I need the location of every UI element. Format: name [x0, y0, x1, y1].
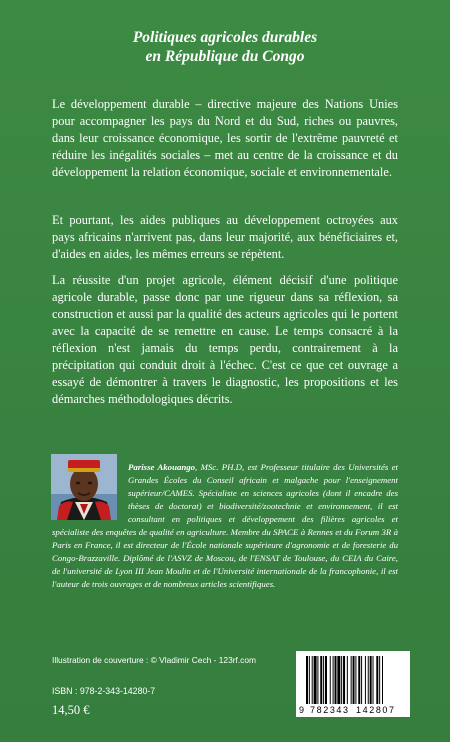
barcode-bar [376, 656, 378, 704]
barcode-digits-left: 782343 [310, 705, 350, 715]
book-title-line-1: Politiques agricoles durables [132, 29, 318, 46]
barcode-bar [317, 656, 318, 704]
barcode-digits-right: 142807 [356, 705, 396, 715]
barcode-digit-first: 9 [299, 705, 305, 715]
barcode-bar [330, 656, 331, 704]
barcode-bar [355, 656, 356, 704]
author-bio-text: , MSc. PH.D, est Professeur titulaire des Universités et Grandes Écoles du Conseil africain et malgache pour l'enseignement supérieur/CAMES. Spécialiste en sciences agricoles (dont il encadre des thèses de doctorat) et biodiversité/zootechnie et environnement, il est consultant en politiques et développement des filières agricoles et spécialiste des enquêtes de qualité en agriculture. Membre du SPACE à Rennes et du Forum 3R à Paris en France, il est directeur de l'École nationale supérieure d'agronomie et de foresterie du Congo-Brazzaville. Diplômé de l'ASVZ de Moscou, de l'ENSAT de Toulouse, du CEIA du Caire, de l'université de Lyon III Jean Moulin et de l'Université internationale de la francophonie, il est l'auteur de trois ouvrages et de nombreux articles scientifiques. [52, 462, 398, 589]
barcode-bar [312, 656, 313, 704]
barcode-bar [365, 656, 366, 704]
barcode-bar [333, 656, 334, 704]
book-title-line-2: en République du Congo [145, 48, 305, 65]
barcode-bar [370, 656, 372, 704]
summary-paragraph-1: Le développement durable – directive majeure des Nations Unies pour accompagner les pays du Nord et du Sud, riches ou pauvres, dans leur croissance économique, les sortir de l'extrême pauvreté et réduire les inégalités sociales – met au centre de la croissance et du développement la relation économique, sociale et environnementale. [52, 97, 398, 179]
barcode-bar [373, 656, 374, 704]
author-biography [52, 461, 398, 591]
barcode-bar [361, 656, 362, 704]
barcode-bar [325, 656, 327, 704]
illustration-credit: Illustration de couverture : © Vladimir Cech - 123rf.com [52, 655, 256, 665]
isbn: ISBN : 978-2-343-14280-7 [52, 686, 156, 696]
barcode-bar [379, 656, 380, 704]
summary-paragraph-2: Et pourtant, les aides publiques au développement octroyées aux pays africains n'arrivent pas, dans leur majorité, aux bénéficiaires et, d'aides en aides, les mêmes erreurs se répètent. [52, 213, 398, 261]
summary-paragraph-3: La réussite d'un projet agricole, élément décisif d'une politique agricole durable, passe donc par une rigueur dans sa réflexion, sa construction et aussi par la qualité des acteurs agricoles qui le portent avec la capacité de se remettre en cause. Le temps consacré à la réflexion n'est jamais du temps perdu, contrairement à la précipitation qui conduit droit à l'échec. C'est ce que cet ouvrage a essayé de démontrer à travers le diagnostic, les propositions et les démarches méthodologiques décrits. [52, 273, 398, 406]
barcode-bar [353, 656, 355, 704]
barcode-bar [323, 656, 324, 704]
barcode-bar [306, 656, 308, 704]
barcode-bar [335, 656, 337, 704]
barcode-bar [337, 656, 340, 704]
barcode-graphic [296, 651, 410, 717]
author-name: Parisse Akouango [128, 462, 196, 472]
barcode-bar [314, 656, 317, 704]
barcode-bar [382, 656, 383, 704]
barcode-bar [343, 656, 345, 704]
barcode-bar [309, 656, 310, 704]
barcode-bar [351, 656, 352, 704]
barcode-bar [347, 656, 348, 704]
book-title [40, 28, 410, 66]
barcode-bar [341, 656, 342, 704]
price: 14,50 € [52, 703, 90, 717]
barcode-bar [368, 656, 369, 704]
barcode-bar [320, 656, 322, 704]
barcode-bar [358, 656, 360, 704]
barcode [296, 651, 410, 717]
